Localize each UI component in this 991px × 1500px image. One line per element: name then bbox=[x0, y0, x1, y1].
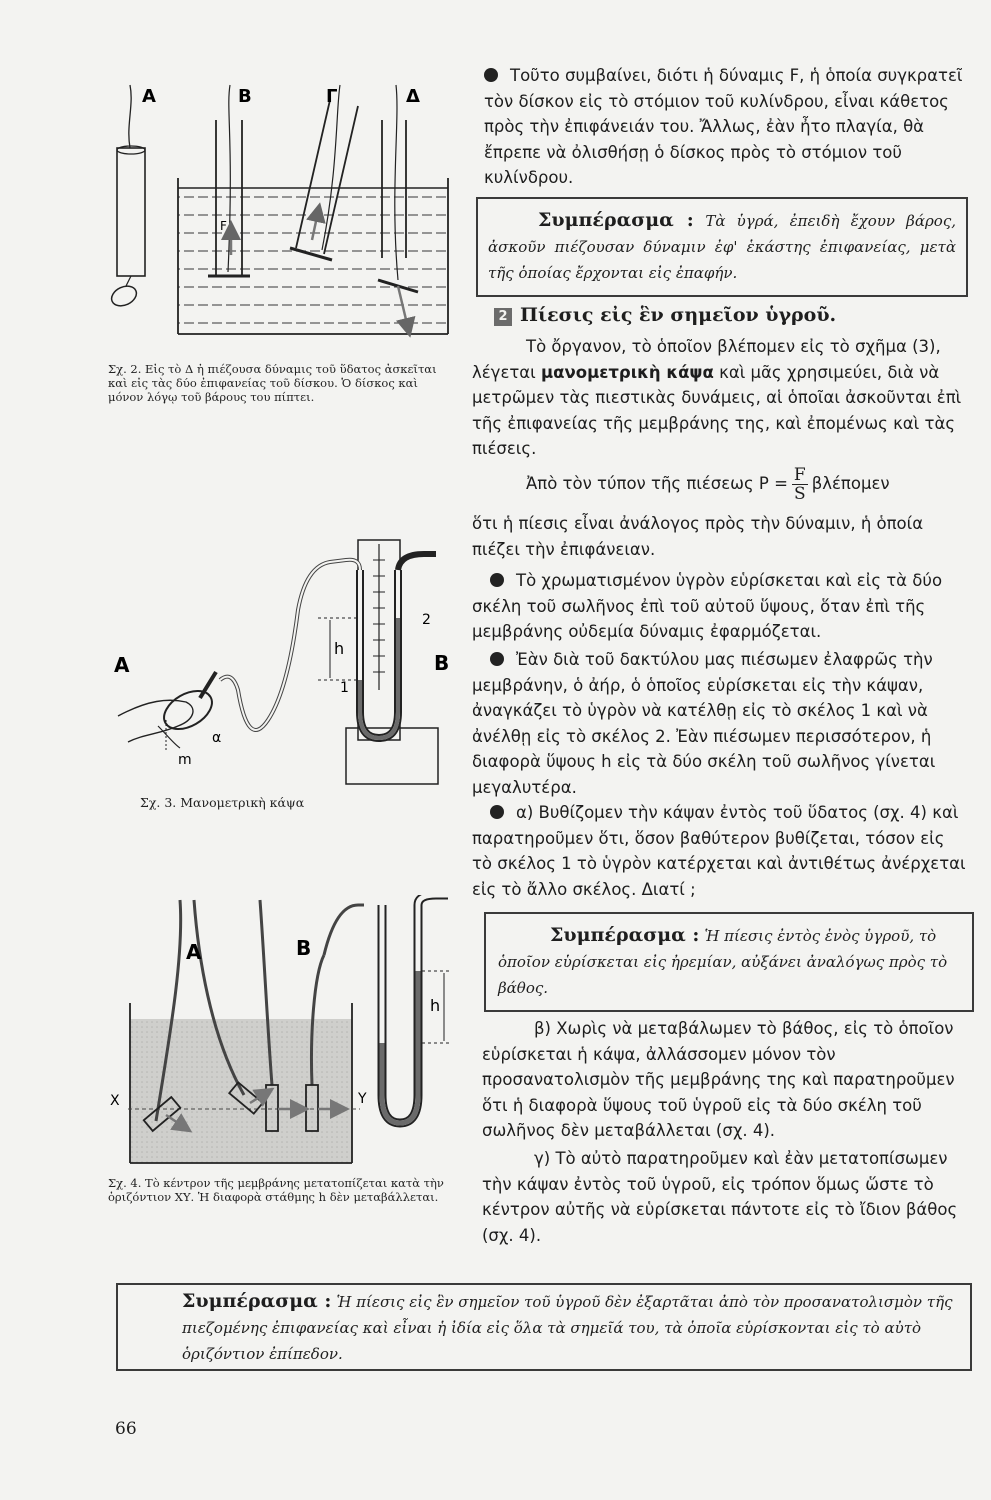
figure-2-diagram bbox=[100, 80, 452, 340]
paragraph-6: α) Βυθίζομεν τὴν κάψαν ἐντὸς τοῦ ὕδατος (σχ. 4) καὶ παρατηροῦμεν ὅτι, ὅσον βαθύτερον βυθίζεται, τόσον εἰς τὸ σκέλος 1 τὸ ὑγρὸν κατέρχεται καὶ ἀντιθέτως ἀνέρχεται εἰς τὸ ἄλλο σκέλος. Διατί ; bbox=[472, 803, 966, 899]
conclusion-box-2 bbox=[484, 912, 974, 1012]
conclusion-3-text: Ἡ πίεσις εἰς ἓν σημεῖον τοῦ ὑγροῦ δὲν ἐξαρτᾶται ἀπὸ τὸν προσανατολισμὸν τῆς πιεζομένης ἐπιφανείας καὶ εἶναι ἡ ἰδία εἰς ὅλα τὰ σημεῖά του, τὰ ὁποῖα εὑρίσκονται εἰς τὸ αὐτὸ ὁριζόντιον ἐπίπεδον. bbox=[182, 1293, 953, 1363]
paragraph-3: ὅτι ἡ πίεσις εἶναι ἀνάλογος πρὸς τὴν δύναμιν, ἡ ὁποία πιέζει τὴν ἐπιφάνειαν. bbox=[472, 514, 924, 559]
paragraph-4: Τὸ χρωματισμένον ὑγρὸν εὑρίσκεται καὶ εἰς τὰ δύο σκέλη τοῦ σωλῆνος ἐπὶ τοῦ αὐτοῦ ὕψους, ὅταν ἐπὶ τῆς μεμβράνης οὐδεμία δύναμις ἐφαρμόζεται. bbox=[472, 571, 943, 641]
fig4-label-x: Χ bbox=[110, 1093, 120, 1109]
figure-2-caption: Σχ. 2. Εἰς τὸ Δ ἡ πιέζουσα δύναμις τοῦ ὕδατος ἀσκεῖται καὶ εἰς τὰς δύο ἐπιφανείας τοῦ δίσκου. Ὁ δίσκος καὶ μόνον λόγῳ τοῦ βάρους του πίπτει. bbox=[108, 362, 437, 404]
fig3-label-1: 1 bbox=[340, 680, 349, 696]
section-heading bbox=[494, 304, 836, 326]
page-number: 66 bbox=[115, 1419, 137, 1439]
figure-3-manometer bbox=[108, 530, 458, 792]
figure-3-caption: Σχ. 3. Μανομετρικὴ κάψα bbox=[140, 795, 305, 810]
section-title: Πίεσις εἰς ἓν σημεῖον ὑγροῦ. bbox=[520, 304, 837, 326]
fig3-label-b: Β bbox=[434, 651, 450, 675]
paragraph-7: β) Χωρὶς νὰ μεταβάλωμεν τὸ βάθος, εἰς τὸ ὁποῖον εὑρίσκεται ἡ κάψα, ἀλλάσσομεν μόνον τὸν προσανατολισμὸν τῆς μεμβράνης της καὶ παρατηροῦμεν ὅτι ἡ διαφορὰ ὕψους τοῦ ὑγροῦ εἰς τὰ δύο σκέλη τοῦ σωλῆνος δὲν μεταβάλλεται (σχ. 4). bbox=[482, 1019, 955, 1140]
fig3-label-h: h bbox=[334, 639, 345, 658]
paragraph-5: Ἐὰν διὰ τοῦ δακτύλου μας πιέσωμεν ἐλαφρῶς τὴν μεμβράνην, ὁ ἀήρ, ὁ ὁποῖος εὑρίσκεται εἰς τὴν κάψαν, ἀναγκάζει τὸ ὑγρὸν νὰ κατέλθῃ εἰς τὸ σκέλος 1 καὶ νὰ ἀνέλθῃ εἰς τὸ σκέλος 2. Ἐὰν πιέσωμεν περισσότερον, ἡ διαφορὰ ὕψους h εἰς τὰ δύο σκέλη τοῦ σωλῆνος γίνεται μεγαλυτέρα. bbox=[472, 650, 936, 797]
conclusion-1-text: Τὰ ὑγρά, ἐπειδὴ ἔχουν βάρος, ἀσκοῦν πιέζουσαν δύναμιν ἐφ' ἑκάστης ἐπιφανείας, μετὰ τῆς ὁποίας ἔρχονται εἰς ἐπαφήν. bbox=[488, 212, 957, 282]
fig4-label-b: Β bbox=[296, 936, 312, 960]
fig2-label-delta: Δ bbox=[406, 86, 420, 107]
paragraph-2: Τὸ ὄργανον, τὸ ὁποῖον βλέπομεν εἰς τὸ σχῆμα (3), λέγεται μανομετρικὴ κάψα καὶ μᾶς χρησιμεύει, διὰ νὰ μετρῶμεν τὰς πιεστικὰς δυνάμεις, αἱ ὁποῖαι ἀσκοῦνται ἐπὶ τῆς ἐπιφανείας τῆς μεμβράνης της, καὶ ἐπομένως καὶ τὰς πιέσεις. bbox=[472, 337, 962, 458]
fig2-label-f: F bbox=[220, 219, 227, 233]
conclusion-2-text: Ἡ πίεσις ἐντὸς ἑνὸς ὑγροῦ, τὸ ὁποῖον εὑρίσκεται εἰς ἠρεμίαν, αὐξάνει ἀναλόγως πρὸς τὸ βάθος. bbox=[498, 927, 948, 997]
fig3-label-a: Α bbox=[114, 653, 130, 677]
paragraph-8: γ) Τὸ αὐτὸ παρατηροῦμεν καὶ ἐὰν μετατοπίσωμεν τὴν κάψαν ἐντὸς τοῦ ὑγροῦ, εἰς τρόπον ὅμως ὥστε τὸ κέντρον αὐτῆς νὰ εὑρίσκεται πάντοτε εἰς τὸ ἴδιον βάθος (σχ. 4). bbox=[482, 1149, 958, 1245]
paragraph-1: Τοῦτο συμβαίνει, διότι ἡ δύναμις F, ἡ ὁποία συγκρατεῖ τὸν δίσκον εἰς τὸ στόμιον τοῦ κυλίνδρου, εἶναι κάθετος πρὸς τὴν ἐπιφάνειάν του. Ἄλλως, ἐὰν ἦτο πλαγία, θὰ ἔπρεπε νὰ ὀλισθήσῃ ὁ δίσκος πρὸς τὸ στόμιον τοῦ κυλίνδρου. bbox=[484, 66, 963, 187]
paragraph-3-formula-line: Ἀπὸ τὸν τύπον τῆς πιέσεως P = $\frac{F}{S}$ βλέπομεν bbox=[526, 465, 890, 504]
bullet-icon bbox=[490, 573, 504, 587]
fig4-label-h: h bbox=[430, 996, 441, 1015]
bullet-icon bbox=[484, 68, 498, 82]
figure-4-depth-diagram bbox=[100, 895, 460, 1169]
conclusion-1-title: Συμπέρασμα : bbox=[538, 209, 694, 231]
fig4-label-y: Υ bbox=[358, 1091, 367, 1107]
bullet-icon bbox=[490, 805, 504, 819]
fig2-label-gamma: Γ bbox=[326, 86, 338, 107]
conclusion-3-title: Συμπέρασμα : bbox=[182, 1290, 332, 1312]
section-number: 2 bbox=[494, 308, 512, 326]
fig3-label-2: 2 bbox=[422, 612, 431, 628]
term-manometric-capsule: μανομετρικὴ κάψα bbox=[541, 362, 714, 382]
conclusion-2-title: Συμπέρασμα : bbox=[550, 924, 700, 946]
pressure-formula-fraction: $\frac{F}{S}$ bbox=[793, 465, 806, 504]
bullet-icon bbox=[490, 652, 504, 666]
fig2-label-b: Β bbox=[238, 86, 252, 107]
conclusion-box-3 bbox=[116, 1283, 972, 1371]
conclusion-box-1 bbox=[476, 197, 968, 297]
fig2-label-a: Α bbox=[142, 86, 156, 107]
figure-4-caption: Σχ. 4. Τὸ κέντρον τῆς μεμβράνης μετατοπίζεται κατὰ τὴν ὁριζόντιον ΧΥ. Ἡ διαφορὰ στάθμης h δὲν μεταβάλλεται. bbox=[108, 1176, 444, 1204]
fig4-label-a: Α bbox=[186, 940, 202, 964]
fig3-label-alpha: α bbox=[212, 730, 222, 746]
fig3-label-m: m bbox=[178, 752, 192, 768]
